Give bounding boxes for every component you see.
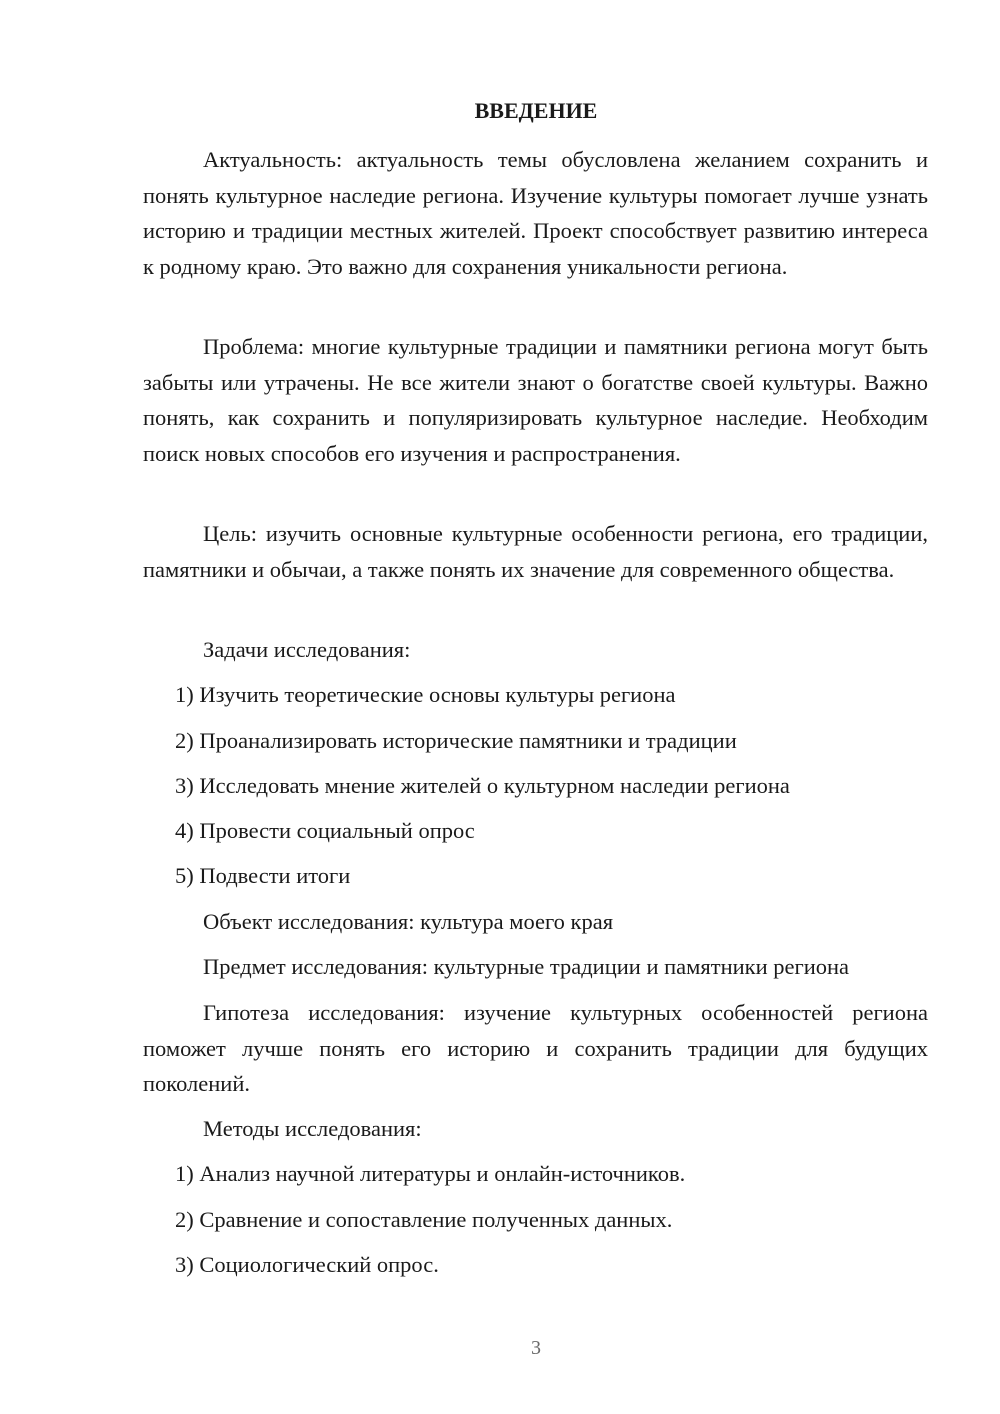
methods-heading: Методы исследования: xyxy=(203,1116,422,1141)
tasks-heading: Задачи исследования: xyxy=(203,637,411,662)
list-item: 1) Изучить теоретические основы культуры региона xyxy=(175,682,676,707)
goal-paragraph: Цель: изучить основные культурные особенности региона, его традиции, памятники и обычаи, а также понять их значение для современного общества. xyxy=(143,521,928,582)
research-object: Объект исследования: культура моего края xyxy=(203,909,614,934)
list-item: 3) Исследовать мнение жителей о культурном наследии региона xyxy=(175,773,790,798)
list-item: 2) Проанализировать исторические памятники и традиции xyxy=(175,728,737,753)
hypothesis-paragraph: Гипотеза исследования: изучение культурных особенностей региона поможет лучше понять его историю и сохранить традиции для будущих поколений. xyxy=(143,1000,928,1096)
list-item: 2) Сравнение и сопоставление полученных данных. xyxy=(175,1207,673,1232)
list-item: 3) Социологический опрос. xyxy=(175,1252,439,1277)
list-item: 1) Анализ научной литературы и онлайн-источников. xyxy=(175,1161,686,1186)
page-title: ВВЕДЕНИЕ xyxy=(474,98,598,123)
relevance-paragraph: Актуальность: актуальность темы обусловлена желанием сохранить и понять культурное наследие региона. Изучение культуры помогает лучше узнать историю и традиции местных жителей. Проект способствует развитию интереса к родному краю. Это важно для сохранения уникальности региона. xyxy=(143,147,928,279)
list-item: 5) Подвести итоги xyxy=(175,863,351,888)
problem-paragraph: Проблема: многие культурные традиции и памятники региона могут быть забыты или утрачены. Не все жители знают о богатстве своей культуры. Важно понять, как сохранить и популяризировать культурное наследие. Необходим поиск новых способов его изучения и распространения. xyxy=(143,334,928,466)
research-subject: Предмет исследования: культурные традиции и памятники региона xyxy=(203,954,850,979)
list-item: 4) Провести социальный опрос xyxy=(175,818,475,843)
page-number: 3 xyxy=(531,1337,541,1359)
